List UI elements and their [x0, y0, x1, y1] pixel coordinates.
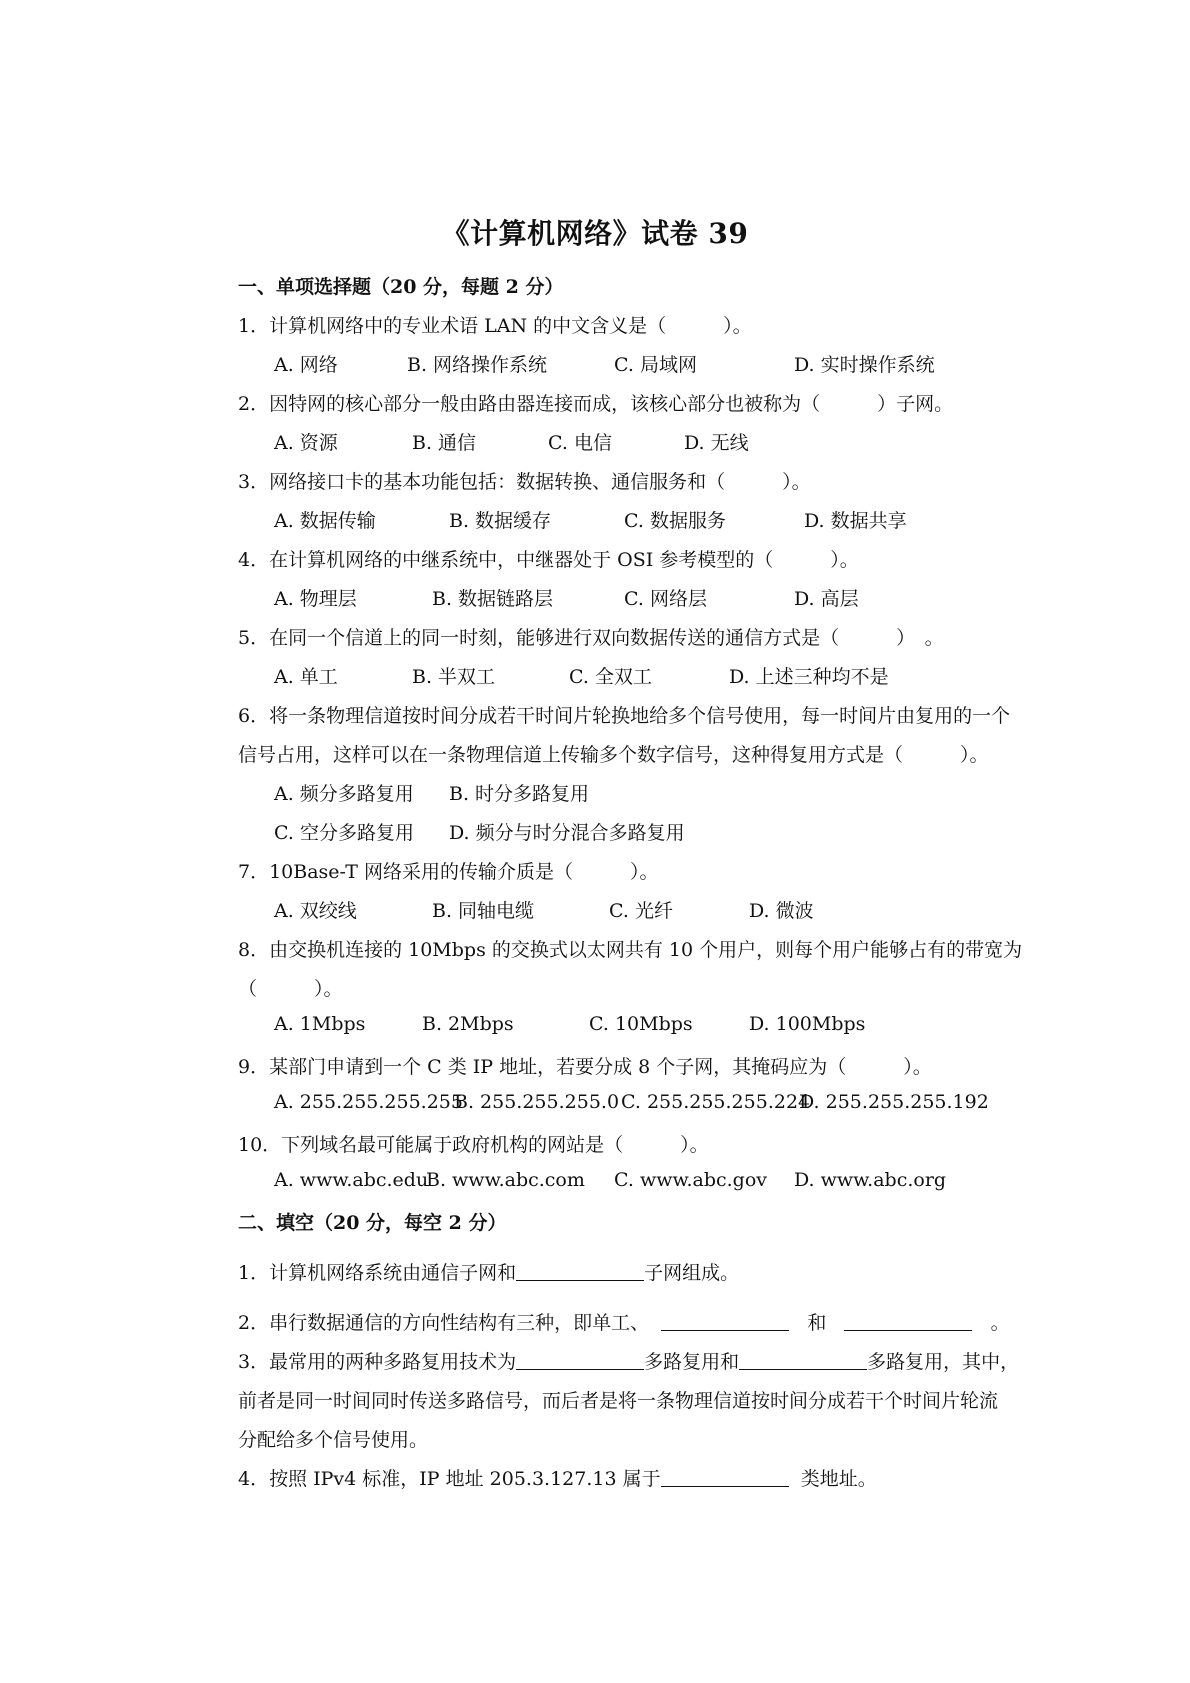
option-d: D. 频分与时分混合多路复用	[449, 822, 685, 844]
section-2-heading: 二、填空（20 分，每空 2 分）	[238, 1212, 507, 1234]
option-a: A. 网络	[274, 354, 338, 376]
question-10: 10．下列域名最可能属于政府机构的网站是（ ）。	[238, 1134, 709, 1156]
question-9: 9．某部门申请到一个 C 类 IP 地址，若要分成 8 个子网，其掩码应为（ ）。	[238, 1056, 932, 1078]
fill-question-2-text-c: 。	[990, 1312, 1010, 1334]
option-b: B. 同轴电缆	[432, 900, 535, 922]
question-4: 4．在计算机网络的中继系统中，中继器处于 OSI 参考模型的（ ）。	[238, 549, 859, 571]
option-d: D. 数据共享	[804, 510, 907, 532]
option-c: C. 数据服务	[624, 510, 726, 532]
option-d: D. 实时操作系统	[794, 354, 935, 376]
option-a: A. 单工	[274, 666, 338, 688]
section-1-heading: 一、单项选择题（20 分，每题 2 分）	[238, 276, 564, 298]
question-8-line-1: 8．由交换机连接的 10Mbps 的交换式以太网共有 10 个用户，则每个用户能够占有的带宽为	[238, 939, 1023, 961]
option-d: D. 无线	[684, 432, 749, 454]
option-c: C. 空分多路复用	[274, 822, 414, 844]
question-6-line-1: 6．将一条物理信道按时间分成若干时间片轮换地给多个信号使用，每一时间片由复用的一个	[238, 705, 1011, 727]
option-b: B. 网络操作系统	[407, 354, 548, 376]
option-d: D. www.abc.org	[794, 1169, 947, 1191]
fill-question-3-text-b: 多路复用和	[644, 1351, 740, 1373]
option-b: B. 2Mbps	[422, 1013, 514, 1035]
option-b: B. 数据缓存	[449, 510, 552, 532]
fill-question-3-text-c: 多路复用，其中，	[867, 1351, 1020, 1373]
option-b: B. www.abc.com	[426, 1169, 585, 1191]
fill-question-1-text-a: 1．计算机网络系统由通信子网和	[238, 1262, 517, 1284]
option-b: B. 半双工	[412, 666, 496, 688]
option-d: D. 上述三种均不是	[729, 666, 889, 688]
option-a: A. 数据传输	[274, 510, 376, 532]
question-7: 7．10Base-T 网络采用的传输介质是（ ）。	[238, 861, 659, 883]
option-c: C. 255.255.255.224	[621, 1091, 811, 1113]
option-a: A. www.abc.edu	[274, 1169, 429, 1191]
question-5: 5．在同一个信道上的同一时刻，能够进行双向数据传送的通信方式是（ ） 。	[238, 627, 944, 649]
option-a: A. 物理层	[274, 588, 357, 610]
option-c: C. 全双工	[569, 666, 652, 688]
option-d: D. 255.255.255.192	[799, 1091, 989, 1113]
fill-question-3	[238, 1347, 1019, 1374]
option-c: C. 10Mbps	[589, 1013, 693, 1035]
fill-question-1-text-b: 子网组成。	[644, 1262, 740, 1284]
option-a: A. 双绞线	[274, 900, 357, 922]
question-3: 3．网络接口卡的基本功能包括：数据转换、通信服务和（ ）。	[238, 471, 811, 493]
answer-blank	[739, 1350, 867, 1370]
fill-question-4	[238, 1464, 877, 1491]
option-c: C. 电信	[548, 432, 612, 454]
fill-question-3-line-3: 分配给多个信号使用。	[238, 1429, 429, 1451]
fill-question-2-text-a: 2．串行数据通信的方向性结构有三种，即单工、	[238, 1312, 650, 1334]
question-8-line-2: （ ）。	[238, 978, 343, 1000]
option-c: C. www.abc.gov	[614, 1169, 768, 1191]
exam-title: 《计算机网络》试卷 39	[441, 217, 749, 250]
option-c: C. 局域网	[614, 354, 697, 376]
option-b: B. 通信	[412, 432, 477, 454]
answer-blank	[844, 1311, 972, 1331]
option-d: D. 100Mbps	[749, 1013, 866, 1035]
option-a: A. 1Mbps	[274, 1013, 366, 1035]
fill-question-3-line-2: 前者是同一时间同时传送多路信号，而后者是将一条物理信道按时间分成若干个时间片轮流	[238, 1390, 999, 1412]
option-d: D. 高层	[794, 588, 859, 610]
answer-blank	[661, 1311, 789, 1331]
question-1: 1．计算机网络中的专业术语 LAN 的中文含义是（ ）。	[238, 315, 752, 337]
option-a: A. 频分多路复用	[274, 783, 414, 805]
option-b: B. 数据链路层	[432, 588, 554, 610]
fill-question-3-text-a: 3．最常用的两种多路复用技术为	[238, 1351, 517, 1373]
option-a: A. 255.255.255.255	[274, 1091, 463, 1113]
answer-blank	[661, 1467, 789, 1487]
option-d: D. 微波	[749, 900, 814, 922]
answer-blank	[516, 1261, 644, 1281]
fill-question-4-text-b: 类地址。	[800, 1468, 877, 1490]
option-c: C. 网络层	[624, 588, 707, 610]
fill-question-1	[238, 1258, 739, 1285]
question-6-line-2: 信号占用，这样可以在一条物理信道上传输多个数字信号，这种得复用方式是（ ）。	[238, 744, 989, 766]
answer-blank	[516, 1350, 644, 1370]
fill-question-4-text-a: 4．按照 IPv4 标准，IP 地址 205.3.127.13 属于	[238, 1468, 661, 1490]
fill-question-2-text-b: 和	[807, 1312, 827, 1334]
option-c: C. 光纤	[609, 900, 673, 922]
question-2: 2．因特网的核心部分一般由路由器连接而成，该核心部分也被称为（ ）子网。	[238, 393, 954, 415]
option-b: B. 时分多路复用	[449, 783, 590, 805]
option-a: A. 资源	[274, 432, 338, 454]
option-b: B. 255.255.255.0	[454, 1091, 620, 1113]
fill-question-2	[238, 1308, 1010, 1335]
